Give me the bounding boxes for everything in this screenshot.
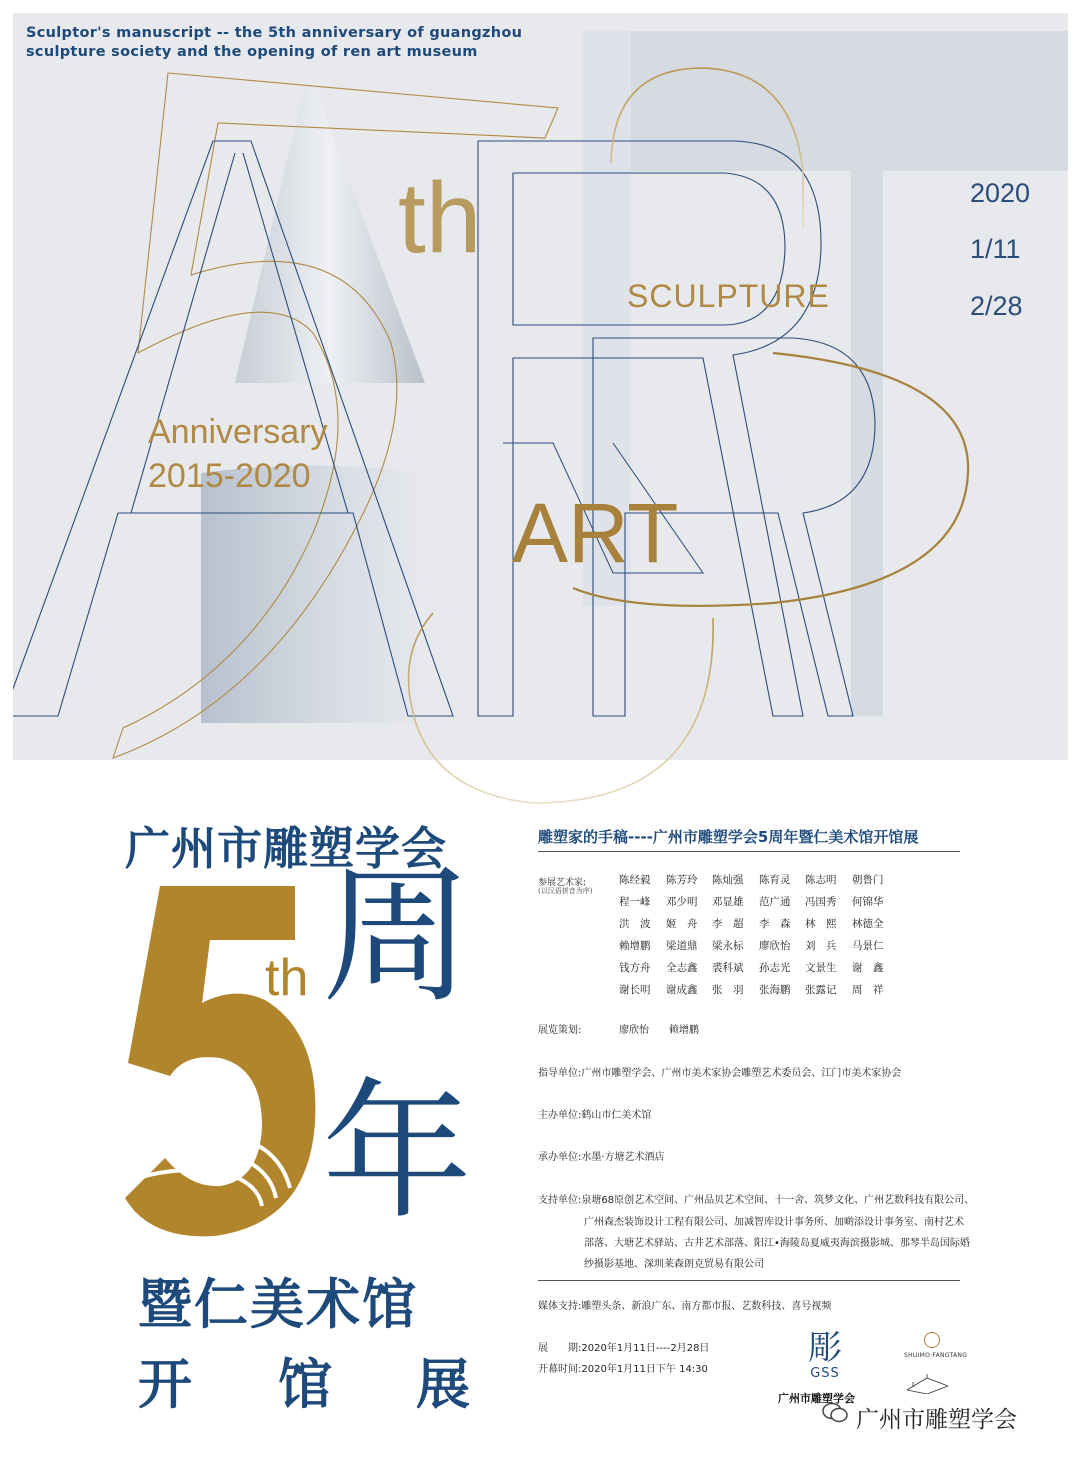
artist-name: 谢成鑫 [666, 984, 698, 996]
watermark-text: 广州市雕塑学会 [856, 1407, 1017, 1433]
five-graphic [120, 868, 320, 1248]
artist-name: 张 羽 [712, 984, 744, 996]
artist-name: 冯国秀 [805, 896, 837, 908]
artists-label: 参展艺术家: [538, 878, 587, 888]
artist-name: 李 森 [759, 918, 791, 930]
artist-name: 邓显雄 [712, 896, 744, 908]
artist-name: 马景仁 [852, 940, 884, 952]
artist-name: 范广通 [759, 896, 791, 908]
five-svg [120, 868, 320, 1248]
artist-name: 文景生 [805, 962, 837, 974]
th-superscript: th [265, 949, 309, 1007]
support-line-3: 部落、大塘艺术驿站、古井艺术部落、阳江•海陵岛夏威夷海滨摄影城、那琴半岛国际婚 [584, 1238, 970, 1249]
gss-logo-glyph: 彫 [808, 1328, 842, 1368]
artist-name: 梁道鼎 [666, 940, 698, 952]
artist-name: 李 超 [712, 918, 744, 930]
english-title [26, 24, 522, 62]
gss-logo-cn: 广州市雕塑学会 [778, 1392, 855, 1405]
artist-name: 周 祥 [852, 984, 884, 996]
artist-name: 陈芳玲 [666, 874, 698, 886]
curator-names: 廖欣怡 赖增鹏 [619, 1025, 699, 1036]
date-start-text: 1/11 [970, 234, 1021, 264]
support-line-2: 广州森杰装饰设计工程有限公司、加减智库设计事务所、加啲添设计事务室、南村艺术 [584, 1217, 964, 1228]
artist-name: 邓少明 [666, 896, 698, 908]
wechat-icon [822, 1402, 848, 1424]
guidance-units: 指导单位:广州市雕塑学会、广州市美术家协会雕塑艺术委员会、江门市美术家协会 [538, 1068, 902, 1079]
artist-name: 谢 鑫 [852, 962, 884, 974]
exhibition-period: 展 期:2020年1月11日----2月28日 [538, 1343, 710, 1354]
artist-name: 程一峰 [619, 896, 651, 908]
t-block-shape [583, 31, 1068, 171]
t-stem-shape [851, 171, 883, 716]
media-support: 媒体支持:雕塑头条、新浪广东、南方都市报、艺数科技、喜号视频 [538, 1301, 832, 1312]
exhibition-title: 雕塑家的手稿----广州市雕塑学会5周年暨仁美术馆开馆展 [538, 828, 919, 846]
artist-name: 林 熙 [805, 918, 837, 930]
english-title-line2: sculpture society and the opening of ren art museum [26, 44, 478, 60]
artist-grid [619, 872, 939, 1007]
building-sketch-icon [905, 1372, 950, 1394]
artist-name: 谢长明 [619, 984, 651, 996]
artist-name: 张露记 [805, 984, 837, 996]
date-end-text: 2/28 [970, 291, 1023, 321]
opening-time: 开幕时间:2020年1月11日下午 14:30 [538, 1364, 708, 1375]
english-title-line1: Sculptor's manuscript -- the 5th anniversary of guangzhou [26, 25, 523, 41]
artists-note: (以汉语拼音为序) [538, 887, 593, 895]
sculpture-text: SCULPTURE [627, 278, 830, 314]
museum-title: 暨仁美术馆 [138, 1273, 418, 1336]
title-divider [538, 851, 960, 852]
host-unit: 主办单位:鹤山市仁美术馆 [538, 1110, 652, 1121]
artist-name: 朝鲁门 [852, 874, 884, 886]
org-title: 广州市雕塑学会 [125, 822, 448, 875]
support-line-4: 纱摄影基地、深圳莱森朗克贸易有限公司 [584, 1259, 764, 1270]
cone-shape [235, 71, 425, 383]
artist-name: 廖欣怡 [759, 940, 791, 952]
artist-name: 全志鑫 [666, 962, 698, 974]
artist-name: 洪 波 [619, 918, 651, 930]
nian-char: 年 [322, 1066, 473, 1240]
art-text: ART [512, 486, 679, 580]
artist-name: 孙志光 [759, 962, 791, 974]
gss-logo-text: GSS [810, 1366, 840, 1381]
open-char-1: 开 [138, 1353, 192, 1416]
artist-name: 陈灿强 [712, 874, 744, 886]
cylinder-shape [201, 466, 418, 724]
r-outline [478, 141, 821, 716]
anniversary-years: 2015-2020 [148, 457, 311, 495]
th-superscript-large: th [398, 162, 482, 274]
artist-name: 钱方舟 [619, 962, 651, 974]
hero-panel [13, 13, 1068, 760]
open-char-2: 馆 [278, 1353, 332, 1416]
anniversary-block [148, 410, 328, 498]
gss-logo [805, 1330, 845, 1381]
shuimo-logo-icon [924, 1332, 940, 1348]
organizer-unit: 承办单位:水墨·方塘艺术酒店 [538, 1152, 665, 1163]
artist-name: 陈经毅 [619, 874, 651, 886]
loop-arc [409, 613, 714, 803]
open-char-3: 展 [416, 1353, 470, 1416]
artist-name: 陈志明 [805, 874, 837, 886]
support-line-1: 支持单位:泉塘68原创艺术空间、广州品贝艺术空间、十一舍、筑梦文化、广州艺数科技有限公司、 [538, 1195, 975, 1206]
zhou-char: 周 [322, 850, 473, 1024]
artist-name: 何锦华 [852, 896, 884, 908]
artist-name: 陈育灵 [759, 874, 791, 886]
artist-name: 赖增鹏 [619, 940, 651, 952]
artist-name: 裘科斌 [712, 962, 744, 974]
support-divider [538, 1280, 960, 1281]
artist-name: 梁永标 [712, 940, 744, 952]
artist-name: 林德全 [852, 918, 884, 930]
artist-name: 张海鹏 [759, 984, 791, 996]
shuimo-logo-text: SHUIMO·FANGTANG [904, 1352, 968, 1359]
year-text: 2020 [970, 178, 1031, 208]
artist-name: 姬 舟 [666, 918, 698, 930]
curator-label: 展览策划: [538, 1025, 582, 1036]
anniversary-text: Anniversary [148, 413, 328, 451]
artist-name: 刘 兵 [805, 940, 837, 952]
